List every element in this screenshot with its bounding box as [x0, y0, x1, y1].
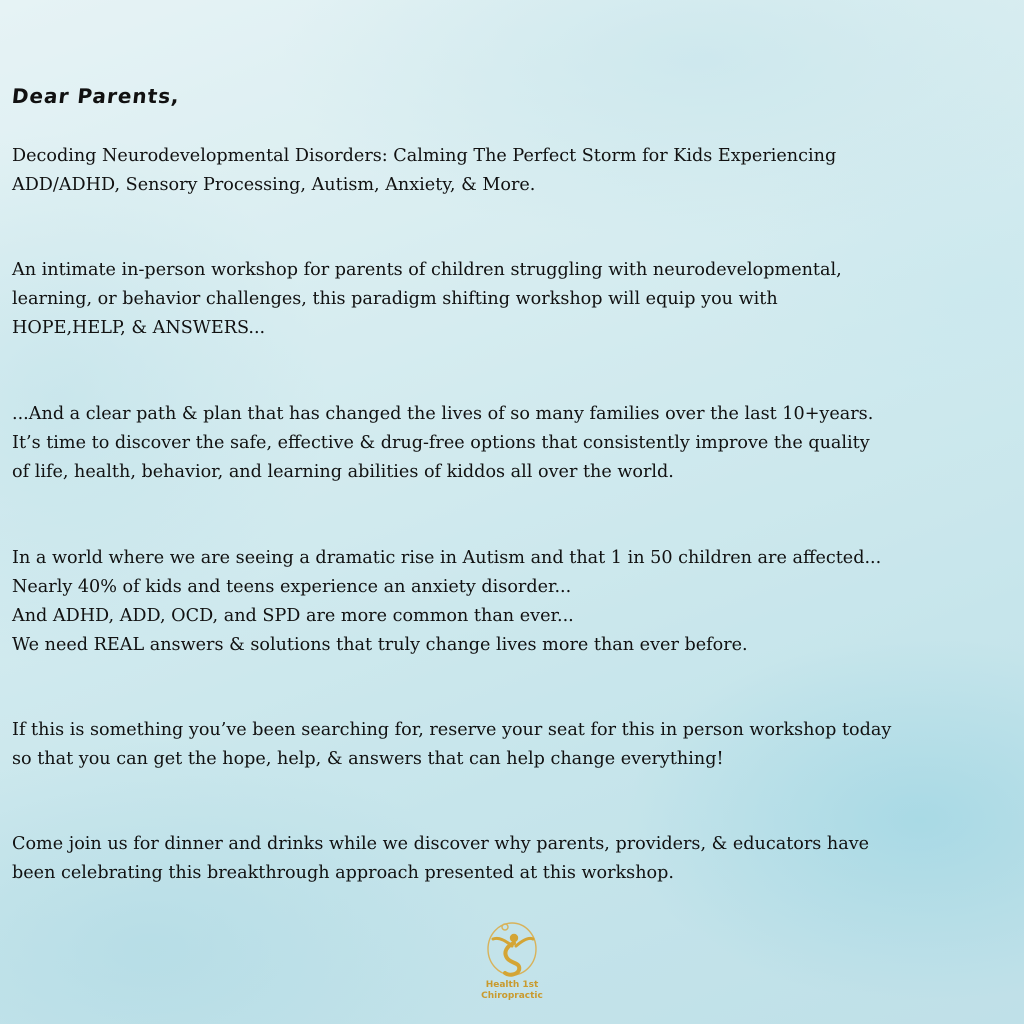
text-line: It’s time to discover the safe, effective & drug-free options that consistently improve the quality — [12, 433, 870, 453]
paragraph-invitation — [12, 830, 869, 888]
clinic-logo — [476, 918, 548, 1018]
paragraph-title — [12, 142, 836, 200]
text-line: If this is something you’ve been searching for, reserve your seat for this in person workshop today — [12, 720, 892, 740]
text-line: We need REAL answers & solutions that truly change lives more than ever before. — [12, 635, 748, 655]
text-line: of life, health, behavior, and learning abilities of kiddos all over the world. — [12, 462, 674, 482]
text-line: ...And a clear path & plan that has changed the lives of so many families over the last 10+years. — [12, 404, 874, 424]
text-line: so that you can get the hope, help, & answers that can help change everything! — [12, 749, 724, 769]
text-line: ADD/ADHD, Sensory Processing, Autism, Anxiety, & More. — [12, 175, 536, 195]
text-line: An intimate in-person workshop for parents of children struggling with neurodevelopmental, — [12, 260, 842, 280]
text-line: HOPE,HELP, & ANSWERS... — [12, 318, 266, 338]
text-line: Nearly 40% of kids and teens experience an anxiety disorder... — [12, 577, 572, 597]
paragraph-reserve — [12, 716, 891, 774]
text-line: been celebrating this breakthrough approach presented at this workshop. — [12, 863, 674, 883]
text-line: learning, or behavior challenges, this paradigm shifting workshop will equip you with — [12, 289, 778, 309]
logo-text-line1: Health 1st — [485, 980, 539, 990]
text-line: And ADHD, ADD, OCD, and SPD are more common than ever... — [12, 606, 574, 626]
paragraph-path — [12, 400, 873, 487]
chiropractic-figure-icon — [481, 918, 543, 980]
text-line: In a world where we are seeing a dramatic rise in Autism and that 1 in 50 children are affected... — [12, 548, 882, 568]
text-line: Decoding Neurodevelopmental Disorders: Calming The Perfect Storm for Kids Experiencing — [12, 146, 837, 166]
paragraph-statistics — [12, 544, 881, 660]
paragraph-intro — [12, 256, 842, 343]
text-line: Come join us for dinner and drinks while we discover why parents, providers, & educators have — [12, 834, 870, 854]
greeting: Dear Parents, — [10, 84, 182, 108]
logo-text-line2: Chiropractic — [481, 991, 543, 1001]
